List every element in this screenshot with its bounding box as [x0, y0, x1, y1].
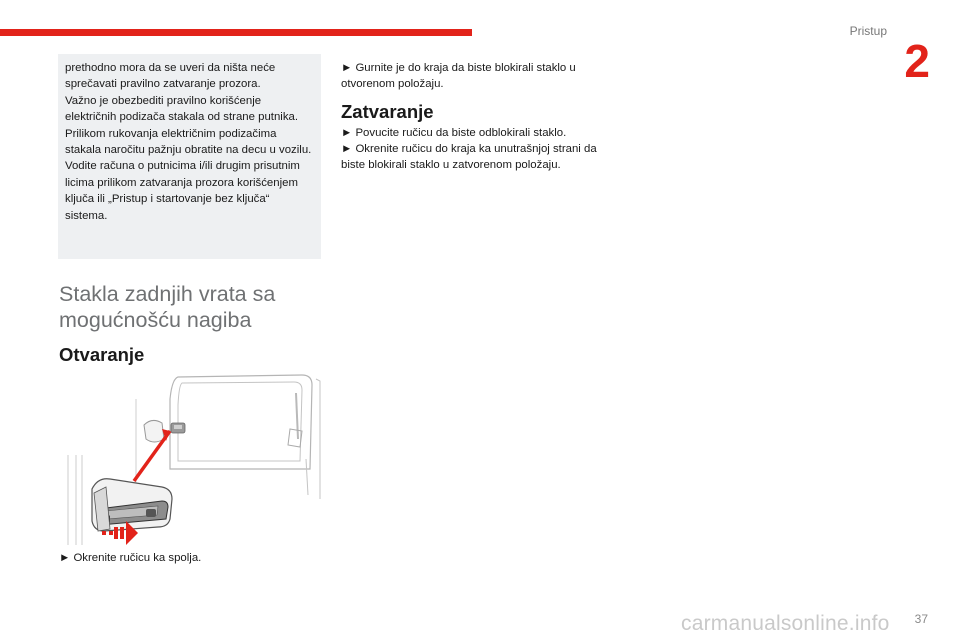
note-line: prethodno mora da se uveri da ništa neće sprečavati pravilno zatvaranje prozora.	[65, 62, 276, 91]
right-instruction-1: ► Gurnite je do kraja da biste blokirali staklo u otvorenom položaju.	[341, 62, 576, 91]
right-instruction-3: ► Okrenite ručicu do kraja ka unutrašnjoj strani da biste blokirali staklo u zatvorenom položaju.	[341, 143, 597, 172]
note-line: Vodite računa o putnicima i/ili drugim prisutnim licima prilikom zatvaranja prozora korišćenjem ključa ili „Pristup i startovanje bez ključa“ sistema.	[65, 160, 300, 222]
closing-heading: Zatvaranje	[341, 101, 434, 122]
section-title: Stakla zadnjih vrata sa mogućnošću nagiba	[59, 282, 276, 332]
window-frame	[170, 375, 312, 469]
window-glass	[178, 382, 302, 461]
header-accent-bar	[0, 29, 472, 36]
section-label: Pristup	[849, 24, 887, 38]
opening-heading: Otvaranje	[59, 344, 145, 365]
chapter-number: 2	[904, 35, 930, 87]
warning-note	[58, 54, 321, 259]
right-instruction-2: ► Povucite ručicu da biste odblokirali staklo.	[341, 127, 567, 139]
mirror-shape	[144, 420, 164, 442]
page-number: 37	[914, 612, 928, 626]
watermark-text: carmanualsonline.info	[681, 612, 890, 635]
motion-dash	[114, 527, 118, 539]
note-line: Prilikom rukovanja električnim podizačima stakala naročitu pažnju obratite na decu u vozilu.	[65, 127, 312, 157]
note-line: Važno je obezbediti pravilno korišćenje električnih podizača stakala od strane putnika.	[65, 94, 299, 124]
window-handle-illustration	[58, 369, 322, 545]
motion-dash	[120, 527, 124, 539]
opening-instruction: ► Okrenite ručicu ka spolja.	[59, 552, 202, 564]
